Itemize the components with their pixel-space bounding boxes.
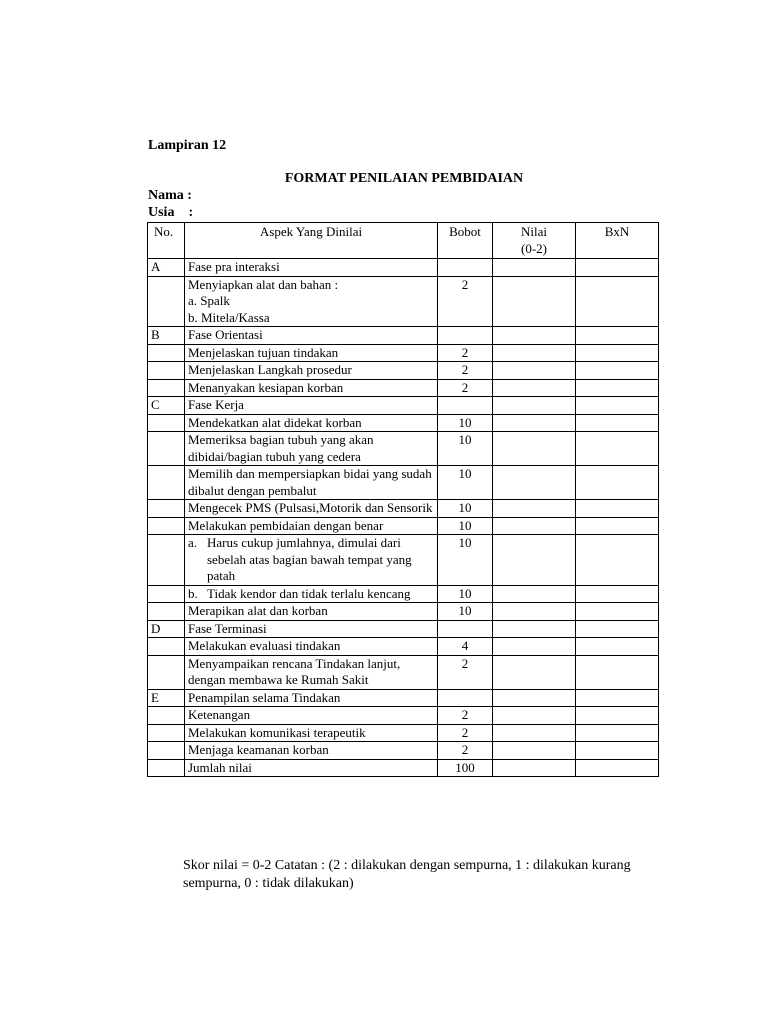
row-number-cell: E	[148, 689, 185, 707]
score-cell	[493, 759, 576, 777]
bxn-cell	[576, 379, 659, 397]
score-cell	[493, 517, 576, 535]
weight-cell: 10	[438, 500, 493, 518]
bxn-cell	[576, 397, 659, 415]
header-nilai-line1: Nilai	[521, 224, 547, 239]
bxn-cell	[576, 759, 659, 777]
aspect-cell	[185, 432, 438, 466]
score-cell	[493, 466, 576, 500]
header-nilai-line2: (0-2)	[521, 240, 547, 256]
aspect-cell	[185, 724, 438, 742]
score-cell	[493, 344, 576, 362]
table-row	[148, 707, 659, 725]
table-row	[148, 535, 659, 586]
bxn-cell	[576, 466, 659, 500]
aspect-text: Menanyakan kesiapan korban	[188, 379, 344, 395]
table-row	[148, 362, 659, 380]
aspect-cell	[185, 276, 438, 327]
aspect-cell	[185, 620, 438, 638]
table-row	[148, 276, 659, 327]
weight-cell: 2	[438, 724, 493, 742]
weight-cell: 10	[438, 466, 493, 500]
aspect-cell	[185, 759, 438, 777]
aspect-cell	[185, 379, 438, 397]
bxn-cell	[576, 517, 659, 535]
weight-cell: 100	[438, 759, 493, 777]
weight-cell: 10	[438, 585, 493, 603]
row-number-cell	[148, 344, 185, 362]
header-no: No.	[148, 223, 185, 259]
weight-cell: 2	[438, 707, 493, 725]
score-cell	[493, 707, 576, 725]
bxn-cell	[576, 535, 659, 586]
aspect-cell	[185, 585, 438, 603]
table-row	[148, 517, 659, 535]
aspect-cell	[185, 517, 438, 535]
aspect-text: Mendekatkan alat didekat korban	[188, 414, 362, 430]
aspect-text: Fase pra interaksi	[188, 259, 280, 274]
aspect-cell	[185, 466, 438, 500]
bxn-cell	[576, 620, 659, 638]
aspect-text: Mengecek PMS (Pulsasi,Motorik dan Sensorik	[188, 500, 433, 515]
table-row	[148, 585, 659, 603]
table-row	[148, 466, 659, 500]
bxn-cell	[576, 655, 659, 689]
weight-cell	[438, 259, 493, 277]
aspect-cell	[185, 742, 438, 760]
bxn-cell	[576, 259, 659, 277]
header-nilai	[493, 223, 576, 259]
bxn-cell	[576, 500, 659, 518]
table-row	[148, 742, 659, 760]
aspect-cell	[185, 327, 438, 345]
score-cell	[493, 500, 576, 518]
sub-item-label: a.	[188, 535, 198, 550]
score-cell	[493, 259, 576, 277]
aspect-cell	[185, 535, 438, 586]
table-row	[148, 689, 659, 707]
aspect-cell	[185, 344, 438, 362]
weight-cell: 10	[438, 535, 493, 586]
table-row	[148, 724, 659, 742]
row-number-cell	[148, 379, 185, 397]
bxn-cell	[576, 603, 659, 621]
table-row	[148, 344, 659, 362]
row-number-cell	[148, 466, 185, 500]
aspect-text: Memeriksa bagian tubuh yang akan dibidai/bagian tubuh yang cedera	[188, 432, 374, 464]
assessment-table	[147, 222, 659, 777]
aspect-text: Fase Orientasi	[188, 327, 263, 342]
row-number-cell	[148, 276, 185, 327]
weight-cell: 2	[438, 344, 493, 362]
aspect-text: Menyampaikan rencana Tindakan lanjut, dengan membawa ke Rumah Sakit	[188, 655, 401, 687]
sub-item-text: Harus cukup jumlahnya, dimulai dari sebelah atas bagian bawah tempat yang patah	[207, 535, 412, 583]
row-number-cell: B	[148, 327, 185, 345]
age-label: Usia :	[148, 205, 194, 220]
aspect-text: Menjaga keamanan korban	[188, 742, 329, 757]
table-row	[148, 432, 659, 466]
weight-cell	[438, 327, 493, 345]
bxn-cell	[576, 707, 659, 725]
bxn-cell	[576, 327, 659, 345]
sub-item	[188, 586, 434, 603]
score-cell	[493, 742, 576, 760]
score-cell	[493, 535, 576, 586]
row-number-cell	[148, 517, 185, 535]
weight-cell: 2	[438, 276, 493, 327]
header-bobot: Bobot	[438, 223, 493, 259]
bxn-cell	[576, 742, 659, 760]
score-cell	[493, 414, 576, 432]
appendix-label: Lampiran 12	[148, 138, 227, 153]
row-number-cell: D	[148, 620, 185, 638]
row-number-cell	[148, 638, 185, 656]
weight-cell: 4	[438, 638, 493, 656]
bxn-cell	[576, 362, 659, 380]
row-number-cell	[148, 603, 185, 621]
weight-cell: 2	[438, 379, 493, 397]
weight-cell: 2	[438, 742, 493, 760]
table-row	[148, 655, 659, 689]
score-cell	[493, 585, 576, 603]
aspect-text: Melakukan evaluasi tindakan	[188, 638, 341, 653]
aspect-text: Jumlah nilai	[188, 759, 252, 775]
score-cell	[493, 327, 576, 345]
sub-item	[188, 535, 434, 585]
row-number-cell: A	[148, 259, 185, 277]
sub-item-text: Tidak kendor dan tidak terlalu kencang	[207, 585, 411, 601]
aspect-cell	[185, 655, 438, 689]
aspect-text: Menjelaskan tujuan tindakan	[188, 344, 339, 360]
table-row	[148, 620, 659, 638]
aspect-cell	[185, 638, 438, 656]
aspect-cell	[185, 397, 438, 415]
bxn-cell	[576, 724, 659, 742]
aspect-text: Fase Kerja	[188, 397, 244, 412]
aspect-cell	[185, 707, 438, 725]
aspect-cell	[185, 500, 438, 518]
weight-cell	[438, 689, 493, 707]
row-number-cell	[148, 724, 185, 742]
weight-cell: 10	[438, 432, 493, 466]
aspect-text: Memilih dan mempersiapkan bidai yang sudah dibalut dengan pembalut	[188, 466, 432, 498]
weight-cell: 10	[438, 603, 493, 621]
bxn-cell	[576, 585, 659, 603]
weight-cell: 10	[438, 517, 493, 535]
bxn-cell	[576, 276, 659, 327]
row-number-cell	[148, 432, 185, 466]
row-number-cell: C	[148, 397, 185, 415]
aspect-text: Ketenangan	[188, 707, 251, 722]
score-cell	[493, 638, 576, 656]
score-cell	[493, 655, 576, 689]
table-row	[148, 397, 659, 415]
score-cell	[493, 276, 576, 327]
scoring-note: Skor nilai = 0-2 Catatan : (2 : dilakukan dengan sempurna, 1 : dilakukan kurang sempurna, 0 : tidak dilakukan)	[183, 858, 631, 891]
document-title: FORMAT PENILAIAN PEMBIDAIAN	[284, 171, 524, 186]
score-cell	[493, 432, 576, 466]
weight-cell: 2	[438, 655, 493, 689]
score-cell	[493, 724, 576, 742]
table-row	[148, 259, 659, 277]
aspect-text: Menyiapkan alat dan bahan :	[188, 276, 339, 292]
header-bxn: BxN	[576, 223, 659, 259]
aspect-text: Menjelaskan Langkah prosedur	[188, 362, 352, 377]
header-aspek: Aspek Yang Dinilai	[185, 223, 438, 259]
aspect-text: Merapikan alat dan korban	[188, 603, 328, 618]
aspect-cell	[185, 689, 438, 707]
weight-cell	[438, 397, 493, 415]
table-row	[148, 638, 659, 656]
score-cell	[493, 620, 576, 638]
table-row	[148, 327, 659, 345]
score-cell	[493, 362, 576, 380]
aspect-extra-line: a. Spalk	[188, 293, 230, 308]
table-body	[148, 259, 659, 777]
score-cell	[493, 603, 576, 621]
aspect-text: Melakukan komunikasi terapeutik	[188, 724, 366, 740]
aspect-cell	[185, 362, 438, 380]
aspect-text: Melakukan pembidaian dengan benar	[188, 517, 384, 533]
table-row	[148, 603, 659, 621]
row-number-cell	[148, 500, 185, 518]
aspect-text: Fase Terminasi	[188, 620, 267, 636]
weight-cell: 2	[438, 362, 493, 380]
table-row	[148, 759, 659, 777]
aspect-cell	[185, 414, 438, 432]
aspect-extra-line: b. Mitela/Kassa	[188, 309, 270, 325]
bxn-cell	[576, 432, 659, 466]
aspect-cell	[185, 603, 438, 621]
row-number-cell	[148, 414, 185, 432]
row-number-cell	[148, 585, 185, 603]
weight-cell: 10	[438, 414, 493, 432]
table-row	[148, 414, 659, 432]
name-label: Nama :	[148, 188, 192, 203]
row-number-cell	[148, 655, 185, 689]
weight-cell	[438, 620, 493, 638]
score-cell	[493, 379, 576, 397]
bxn-cell	[576, 689, 659, 707]
score-cell	[493, 397, 576, 415]
row-number-cell	[148, 742, 185, 760]
bxn-cell	[576, 638, 659, 656]
bxn-cell	[576, 414, 659, 432]
table-header-row	[148, 223, 659, 259]
row-number-cell	[148, 535, 185, 586]
score-cell	[493, 689, 576, 707]
aspect-cell	[185, 259, 438, 277]
table-row	[148, 379, 659, 397]
table-row	[148, 500, 659, 518]
aspect-text: Penampilan selama Tindakan	[188, 689, 341, 705]
bxn-cell	[576, 344, 659, 362]
row-number-cell	[148, 759, 185, 777]
sub-item-label: b.	[188, 585, 198, 601]
row-number-cell	[148, 362, 185, 380]
row-number-cell	[148, 707, 185, 725]
